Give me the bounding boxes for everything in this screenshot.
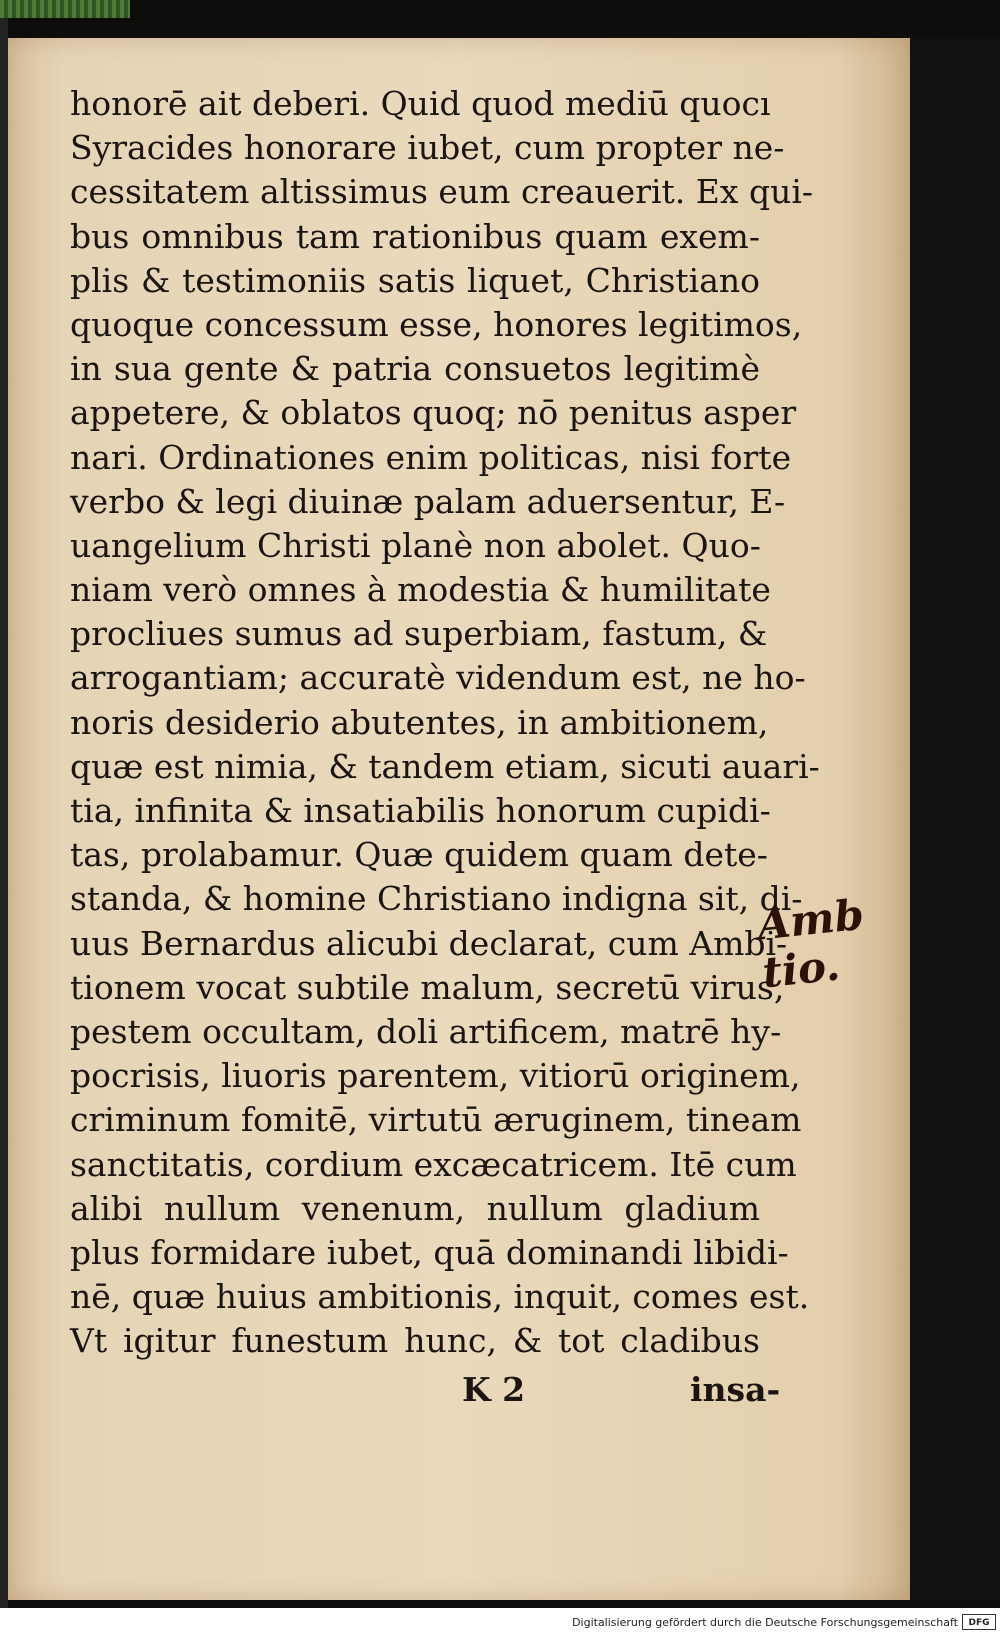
text-line: honorē ait deberi. Quid quod mediū quocı: [70, 84, 771, 123]
text-line: Vt igitur funestum hunc, & tot cladibus: [70, 1321, 760, 1361]
text-line: arrogantiam; accuratè videndum est, ne ho-: [70, 658, 806, 698]
text-line: quæ est nimia, & tandem etiam, sicuti auari-: [70, 746, 820, 786]
book-page: [8, 38, 910, 1600]
text-line: quoque concessum esse, honores legitimos,: [70, 304, 803, 344]
text-line: plus formidare iubet, quā dominandi libidi-: [70, 1232, 789, 1272]
text-line: tionem vocat subtile malum, secretū virus,: [70, 967, 785, 1007]
text-line: plis & testimoniis satis liquet, Christiano: [70, 260, 760, 300]
text-line: noris desiderio abutentes, in ambitionem,: [70, 702, 769, 742]
text-line: Syracides honorare iubet, cum propter ne-: [70, 128, 785, 168]
digitization-footer: [0, 1608, 1000, 1637]
text-line: sanctitatis, cordium excæcatricem. Itē cum: [70, 1144, 797, 1184]
signature-mark: K 2: [462, 1370, 526, 1409]
funding-credit: Digitalisierung gefördert durch die Deutsche Forschungsgemeinschaft: [572, 1616, 958, 1629]
book-cover-edge: [0, 0, 130, 18]
text-line: cessitatem altissimus eum creauerit. Ex qui-: [70, 172, 814, 212]
text-line: criminum fomitē, virtutū æruginem, tineam: [70, 1100, 802, 1140]
text-line: uus Bernardus alicubi declarat, cum Ambi-: [70, 923, 788, 963]
text-line: nari. Ordinationes enim politicas, nisi forte: [70, 437, 792, 477]
text-line: niam verò omnes à modestia & humilitate: [70, 570, 771, 610]
text-line: tas, prolabamur. Quæ quidem quam dete-: [70, 835, 768, 875]
text-line: pestem occultam, doli artificem, matrē hy-: [70, 1011, 782, 1051]
dfg-logo: DFG: [962, 1614, 996, 1630]
text-line: bus omnibus tam rationibus quam exem-: [70, 216, 760, 256]
text-line: appetere, & oblatos quoq; nō penitus asper: [70, 393, 797, 433]
text-line: verbo & legi diuinæ palam aduersentur, E-: [70, 481, 786, 521]
text-line: procliues sumus ad superbiam, fastum, &: [70, 614, 768, 654]
text-line: standa, & homine Christiano indigna sit, di-: [70, 879, 803, 919]
binding-shadow: [0, 18, 8, 1608]
page-footer-line: [70, 1370, 781, 1418]
text-line: alibi nullum venenum, nullum gladium: [70, 1188, 760, 1228]
text-line: uangelium Christi planè non abolet. Quo-: [70, 525, 761, 565]
text-line: pocrisis, liuoris parentem, vitiorū originem,: [70, 1056, 801, 1096]
scan-margin: [910, 38, 1000, 1600]
catchword: insa-: [690, 1370, 781, 1409]
text-line: in sua gente & patria consuetos legitimè: [70, 349, 760, 389]
handwritten-margin-note: Amb tio.: [755, 889, 867, 998]
text-line: tia, infinita & insatiabilis honorum cupidi-: [70, 791, 771, 830]
text-line: nē, quæ huius ambitionis, inquit, comes est.: [70, 1277, 810, 1317]
